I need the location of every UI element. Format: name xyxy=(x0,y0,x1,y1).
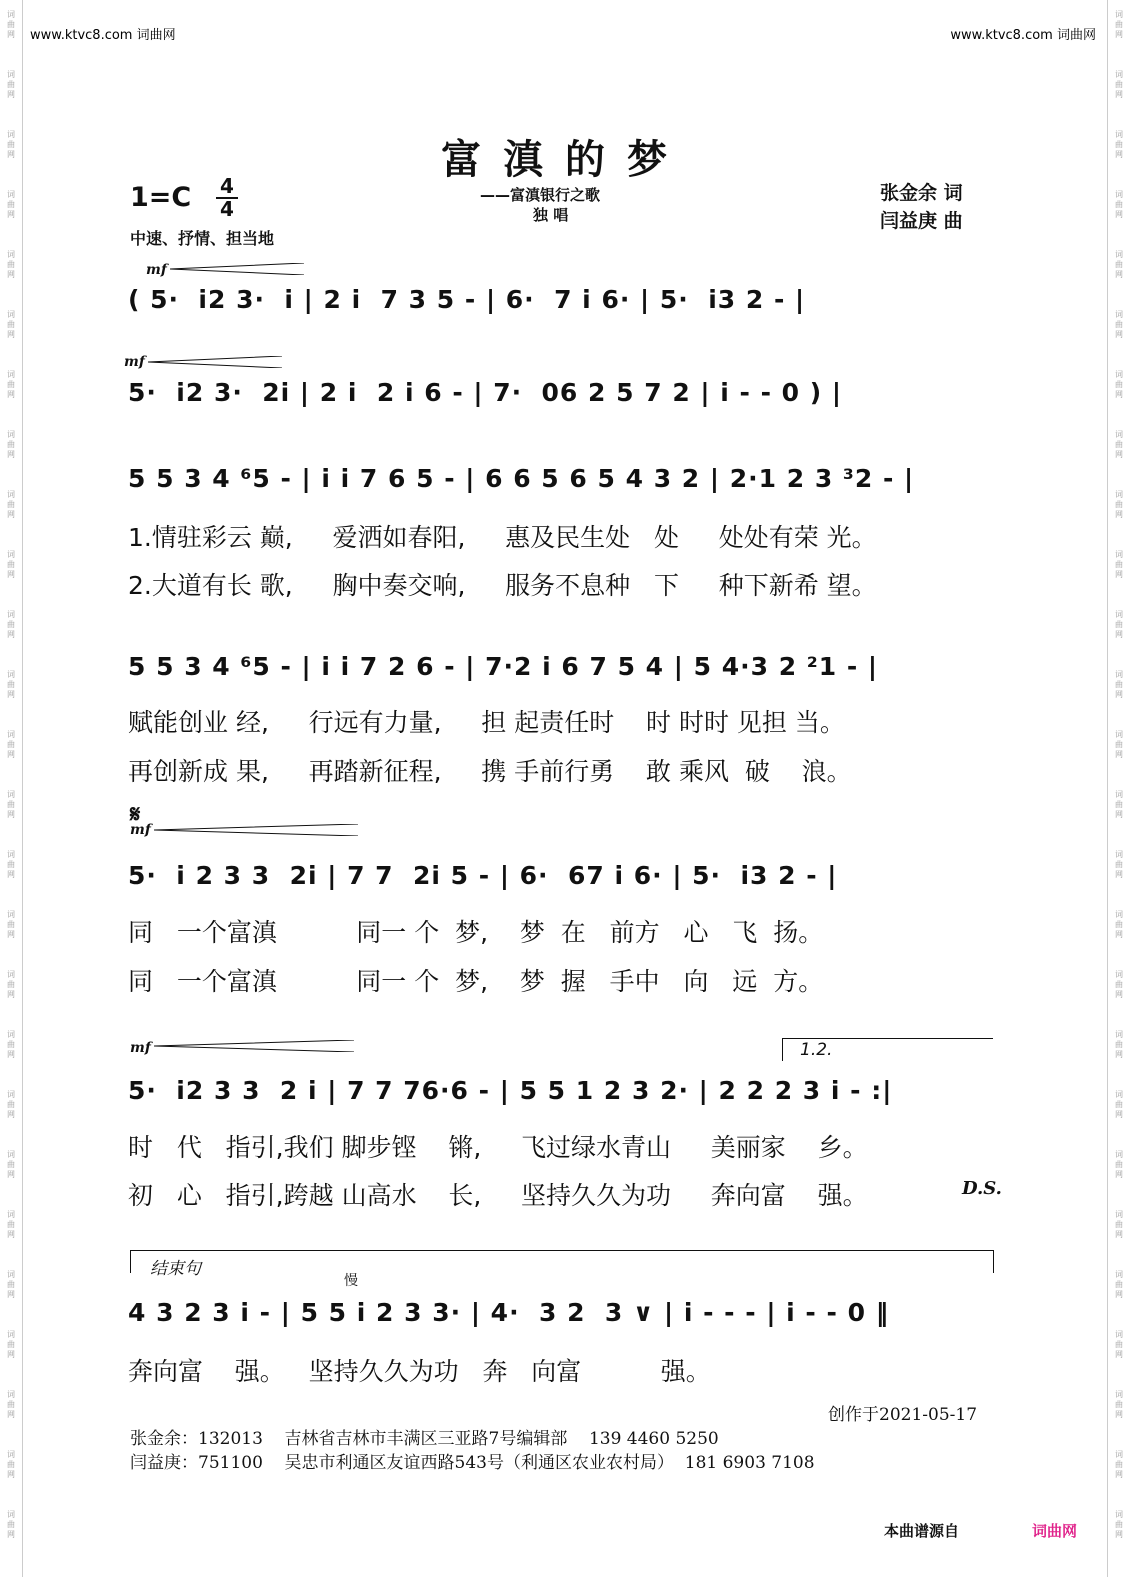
right-watermark-strip xyxy=(1107,0,1130,1577)
watermark-text: 词 曲 网 xyxy=(7,10,15,39)
watermark-text: 词 曲 网 xyxy=(7,1450,15,1479)
notation-line: 5 5 3 4 ⁶5 - | i i 7 6 5 - | 6 6 5 6 5 4 3 2 | 2·1 2 3 ³2 - | xyxy=(128,464,915,493)
dynamic-mf: mf xyxy=(146,262,167,278)
lyric-line: 同 一个富滇 同一 个 梦, 梦 握 手中 向 远 方。 xyxy=(128,967,824,996)
dynamic-mf: mf xyxy=(124,354,145,370)
coda-label: 结束句 xyxy=(150,1259,201,1279)
lyric-line: 2.大道有长 歌, 胸中奏交响, 服务不息种 下 种下新希 望。 xyxy=(128,571,877,600)
watermark-text: 词 曲 网 xyxy=(1115,850,1123,879)
contact-line: 张金余：132013 吉林省吉林市丰满区三亚路7号编辑部 139 4460 5250 xyxy=(130,1429,719,1449)
tempo-marking: 中速、抒情、担当地 xyxy=(130,229,275,248)
watermark-text: 词 曲 网 xyxy=(7,490,15,519)
watermark-text: 词 曲 网 xyxy=(1115,490,1123,519)
watermark-text: 词 曲 网 xyxy=(7,1330,15,1359)
subtitle: ——富滇银行之歌 xyxy=(480,186,601,204)
watermark-text: 词 曲 网 xyxy=(7,1510,15,1539)
dal-segno-mark: D.S. xyxy=(962,1178,1002,1199)
lyric-line: 同 一个富滇 同一 个 梦, 梦 在 前方 心 飞 扬。 xyxy=(128,918,824,947)
composer-credit: 闫益庚 曲 xyxy=(880,210,963,232)
slow-marking: 慢 xyxy=(344,1273,358,1289)
song-title: 富滇的梦 xyxy=(441,136,689,183)
dynamic-mf: mf xyxy=(130,1040,151,1056)
watermark-text: 词 曲 网 xyxy=(7,970,15,999)
watermark-text: 词 曲 网 xyxy=(7,550,15,579)
watermark-text: 词 曲 网 xyxy=(7,790,15,819)
watermark-text: 词 曲 网 xyxy=(7,1390,15,1419)
lyric-line: 时 代 指引,我们 脚步铿 锵, 飞过绿水青山 美丽家 乡。 xyxy=(128,1133,868,1162)
performance-type: 独 唱 xyxy=(533,206,569,224)
crescendo-hairpin xyxy=(154,824,358,836)
footer-brand-link[interactable]: 词曲网 xyxy=(1032,1522,1078,1540)
watermark-text: 词 曲 网 xyxy=(7,1150,15,1179)
notation-line: ( 5· i2 3· i | 2 i 7 3 5 - | 6· 7 i 6· | 5· i3 2 - | xyxy=(128,285,806,314)
watermark-text: 词 曲 网 xyxy=(1115,70,1123,99)
watermark-text: 词 曲 网 xyxy=(7,730,15,759)
watermark-text: 词 曲 网 xyxy=(1115,550,1123,579)
watermark-text: 词 曲 网 xyxy=(1115,1150,1123,1179)
watermark-text: 词 曲 网 xyxy=(1115,310,1123,339)
site-header-right[interactable] xyxy=(950,24,1096,43)
watermark-text: 词 曲 网 xyxy=(1115,1210,1123,1239)
watermark-text: 词 曲 网 xyxy=(7,610,15,639)
watermark-text: 词 曲 网 xyxy=(7,910,15,939)
notation-line: 5· i2 3 3 2 i | 7 7 76·6 - | 5 5 1 2 3 2· | 2 2 2 3 i - :| xyxy=(128,1076,893,1105)
volta-label: 1.2. xyxy=(800,1040,833,1060)
lyric-line: 赋能创业 经, 行远有力量, 担 起责任时 时 时时 见担 当。 xyxy=(128,708,845,737)
watermark-text: 词 曲 网 xyxy=(7,310,15,339)
watermark-text: 词 曲 网 xyxy=(1115,610,1123,639)
watermark-text: 词 曲 网 xyxy=(7,130,15,159)
contact-line: 闫益庚：751100 吴忠市利通区友谊西路543号（利通区农业农村局） 181 6903 7108 xyxy=(130,1453,815,1473)
watermark-text: 词 曲 网 xyxy=(7,1090,15,1119)
watermark-text: 词 曲 网 xyxy=(7,250,15,279)
notation-line: 5· i 2 3 3 2i | 7 7 2i 5 - | 6· 67 i 6· | 5· i3 2 - | xyxy=(128,861,838,890)
watermark-text: 词 曲 网 xyxy=(1115,430,1123,459)
site-header-left[interactable] xyxy=(30,24,176,43)
crescendo-hairpin xyxy=(170,263,304,275)
watermark-text: 词 曲 网 xyxy=(7,70,15,99)
notation-line: 5 5 3 4 ⁶5 - | i i 7 2 6 - | 7·2 i 6 7 5 4 | 5 4·3 2 ²1 - | xyxy=(128,652,879,681)
site-url[interactable]: www.ktvc8.com xyxy=(950,28,1053,43)
watermark-text: 词 曲 网 xyxy=(1115,910,1123,939)
lyric-line: 再创新成 果, 再踏新征程, 携 手前行勇 敢 乘风 破 浪。 xyxy=(128,757,852,786)
footer-source: 本曲谱源自 xyxy=(884,1522,960,1540)
watermark-text: 词 曲 网 xyxy=(1115,370,1123,399)
creation-date: 创作于2021-05-17 xyxy=(828,1405,978,1425)
site-name[interactable]: 词曲网 xyxy=(136,28,176,43)
left-watermark-strip xyxy=(0,0,23,1577)
watermark-text: 词 曲 网 xyxy=(7,850,15,879)
watermark-text: 词 曲 网 xyxy=(1115,970,1123,999)
notation-line: 5· i2 3· 2i | 2 i 2 i 6 - | 7· 06 2 5 7 2 | i - - 0 ) | xyxy=(128,378,843,407)
watermark-text: 词 曲 网 xyxy=(1115,1330,1123,1359)
watermark-text: 词 曲 网 xyxy=(1115,1090,1123,1119)
crescendo-hairpin xyxy=(154,1040,354,1052)
watermark-text: 词 曲 网 xyxy=(1115,1510,1123,1539)
watermark-text: 词 曲 网 xyxy=(1115,190,1123,219)
site-url[interactable]: www.ktvc8.com xyxy=(30,28,133,43)
segno-sign: 𝄋 xyxy=(130,800,141,828)
watermark-text: 词 曲 网 xyxy=(1115,790,1123,819)
watermark-text: 词 曲 网 xyxy=(7,370,15,399)
watermark-text: 词 曲 网 xyxy=(7,670,15,699)
watermark-text: 词 曲 网 xyxy=(1115,1030,1123,1059)
site-name[interactable]: 词曲网 xyxy=(1056,28,1096,43)
time-signature-bottom: 4 xyxy=(216,197,238,220)
time-signature xyxy=(216,176,238,220)
watermark-text: 词 曲 网 xyxy=(1115,1270,1123,1299)
notation-line: 4 3 2 3 i - | 5 5 i 2 3 3· | 4· 3 2 3 ∨ | i - - - | i - - 0 ‖ xyxy=(128,1298,890,1327)
lyric-line: 初 心 指引,跨越 山高水 长, 坚持久久为功 奔向富 强。 xyxy=(128,1181,868,1210)
key-signature: 1=C xyxy=(130,182,192,213)
lyric-line: 1.情驻彩云 巅, 爱洒如春阳, 惠及民生处 处 处处有荣 光。 xyxy=(128,523,877,552)
crescendo-hairpin xyxy=(148,356,282,368)
watermark-text: 词 曲 网 xyxy=(1115,730,1123,759)
watermark-text: 词 曲 网 xyxy=(7,1270,15,1299)
watermark-text: 词 曲 网 xyxy=(7,1210,15,1239)
watermark-text: 词 曲 网 xyxy=(1115,10,1123,39)
lyric-line: 奔向富 强。 坚持久久为功 奔 向富 强。 xyxy=(128,1357,711,1386)
dynamic-mf: mf xyxy=(130,822,151,838)
lyricist-credit: 张金余 词 xyxy=(880,182,963,204)
watermark-text: 词 曲 网 xyxy=(1115,250,1123,279)
watermark-text: 词 曲 网 xyxy=(1115,130,1123,159)
coda-bracket xyxy=(130,1250,994,1273)
watermark-text: 词 曲 网 xyxy=(1115,1450,1123,1479)
watermark-text: 词 曲 网 xyxy=(1115,670,1123,699)
watermark-text: 词 曲 网 xyxy=(7,1030,15,1059)
watermark-text: 词 曲 网 xyxy=(7,190,15,219)
time-signature-top: 4 xyxy=(220,174,234,198)
watermark-text: 词 曲 网 xyxy=(7,430,15,459)
watermark-text: 词 曲 网 xyxy=(1115,1390,1123,1419)
